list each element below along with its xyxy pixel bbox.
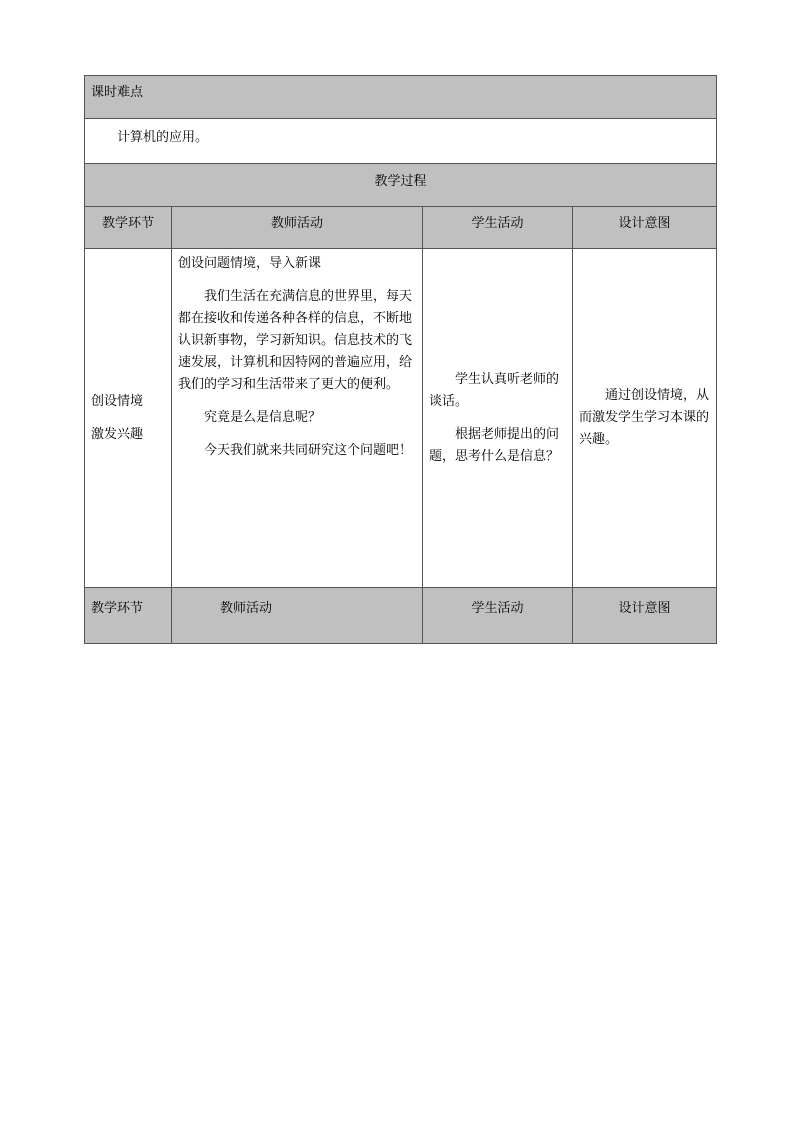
footer-stage: 教学环节 — [85, 588, 172, 644]
teacher-paragraph-1: 我们生活在充满信息的世界里，每天都在接收和传递各种各样的信息，不断地认识新事物，学习新知识。信息技术的飞速发展，计算机和因特网的普遍应用，给我们的学习和生活带来了更大的便利。 — [178, 289, 413, 392]
process-title-row — [85, 164, 717, 207]
stage-line-2: 激发兴趣 — [91, 426, 144, 442]
header-student: 学生活动 — [423, 207, 573, 249]
column-header-row — [85, 207, 717, 249]
header-intent: 设计意图 — [573, 207, 717, 249]
process-title: 教学过程 — [85, 164, 717, 207]
section1-row — [85, 249, 717, 588]
header-teacher: 教师活动 — [172, 207, 423, 249]
difficulty-content: 计算机的应用。 — [85, 119, 717, 164]
lesson-plan-table — [84, 75, 717, 644]
teacher-paragraph-2: 究竟是么是信息呢？ — [204, 410, 322, 425]
student-paragraph-1: 学生认真听老师的谈话。 — [429, 371, 560, 409]
section1-stage — [85, 249, 172, 588]
section1-intent — [573, 249, 717, 588]
teacher-heading: 创设问题情境，导入新课 — [178, 256, 322, 271]
section1-teacher — [172, 249, 423, 588]
intent-paragraph: 通过创设情境，从而激发学生学习本课的兴趣。 — [579, 388, 710, 447]
teacher-paragraph-3: 今天我们就来共同研究这个问题吧！ — [204, 443, 413, 458]
student-paragraph-2: 根据老师提出的问题，思考什么是信息？ — [429, 426, 560, 464]
footer-header-row — [85, 588, 717, 644]
footer-student: 学生活动 — [423, 588, 573, 644]
difficulty-label: 课时难点 — [85, 76, 717, 119]
footer-teacher: 教师活动 — [172, 588, 423, 644]
difficulty-content-row — [85, 119, 717, 164]
difficulty-label-row — [85, 76, 717, 119]
header-stage: 教学环节 — [85, 207, 172, 249]
footer-intent: 设计意图 — [573, 588, 717, 644]
section1-student — [423, 249, 573, 588]
stage-line-1: 创设情境 — [91, 393, 144, 409]
